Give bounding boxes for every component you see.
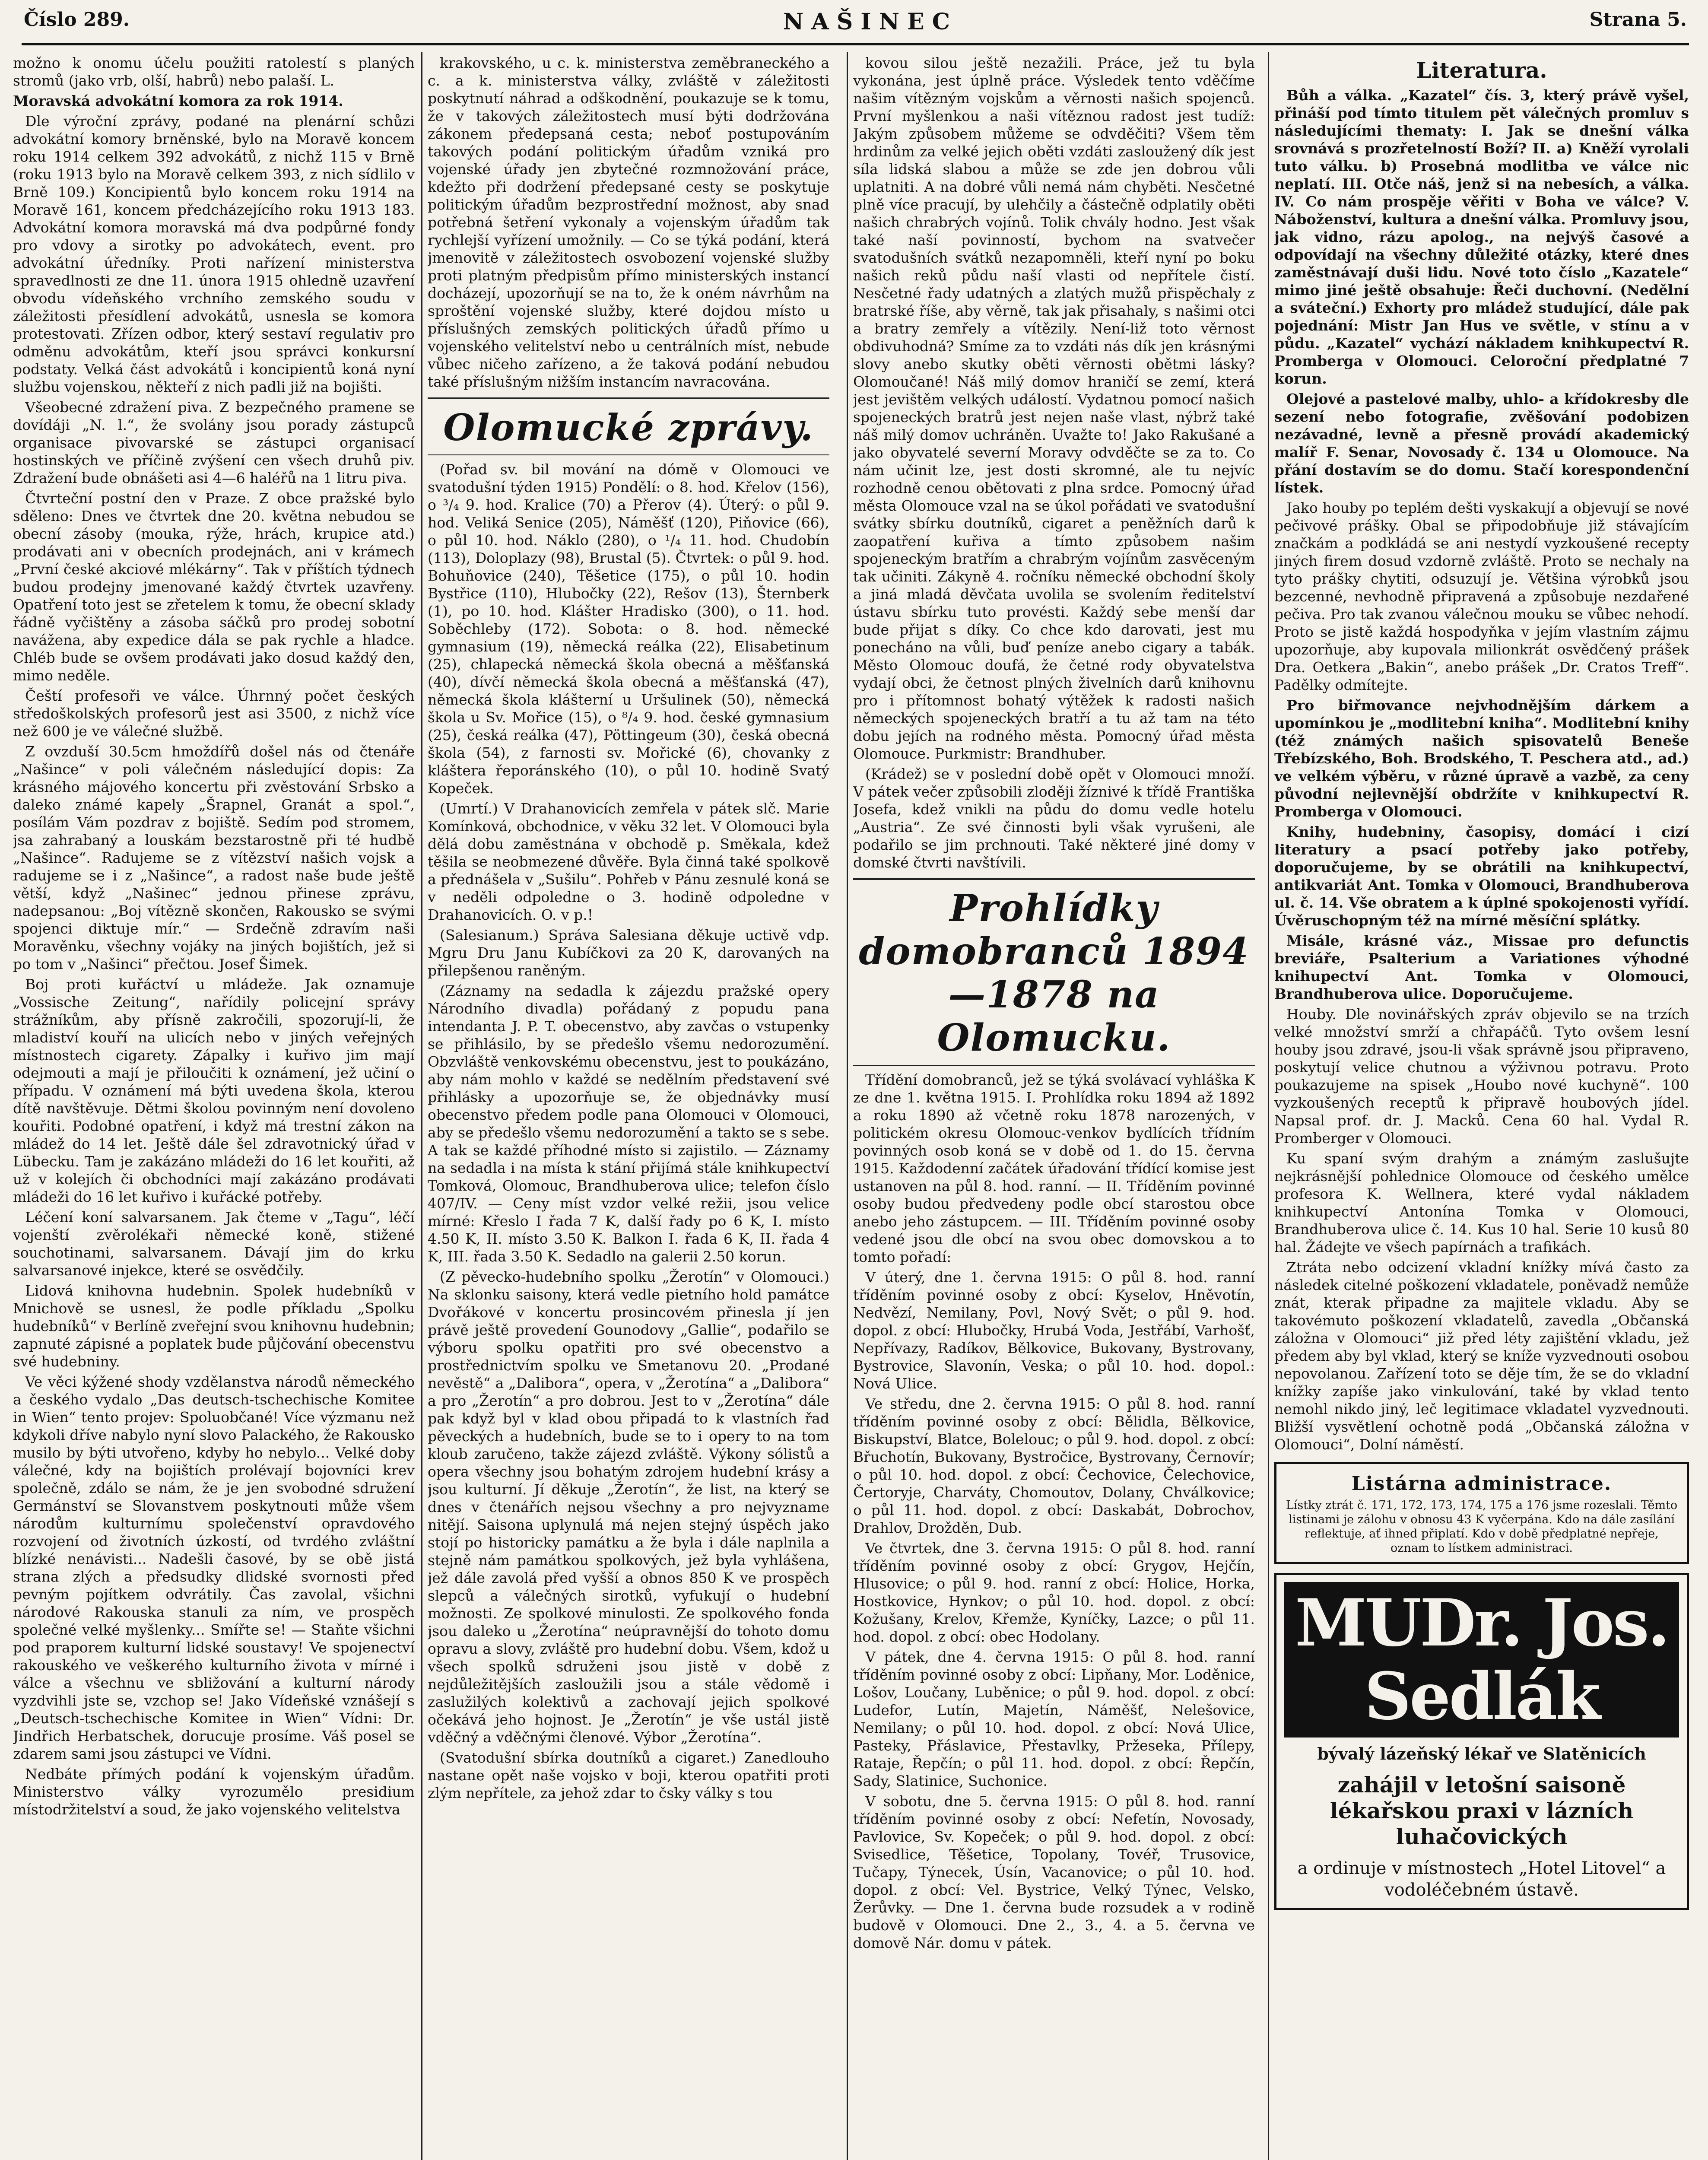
prohlidky-heading: Prohlídky domobranců 1894—1878 na Olomucku. — [859, 886, 1249, 1060]
doctor-advertisement — [1274, 1573, 1689, 1910]
newspaper-title: NAŠINEC — [783, 9, 958, 35]
administration-box — [1274, 1462, 1689, 1564]
article-paragraph: Pro biřmovance nejvhodnějším dárkem a upomínkou je „modlitební kniha“. Modlitební knihy (též známých našich spisovatelů Beneše Třebízského, Boh. Brodského, T. Peschera atd., ad.) ve velkém výběru, v různé úpravě a vazbě, za ceny původní nejlevnější obdržíte v knihkupectví R. Promberga v Olomouci. — [1274, 697, 1689, 820]
page-header — [24, 9, 1687, 40]
page-number: Strana 5. — [1589, 9, 1687, 31]
article-paragraph: Čeští profesoři ve válce. Úhrnný počet českých středoškolských profesorů jest asi 3500, z nichž více než 600 je ve válečné službě. — [13, 687, 415, 740]
article-paragraph: Ku spaní svým drahým a známým zaslušujte nejkrásnější pohlednice Olomouce od českého umělce profesora K. Wellnera, které vydal nákladem knihkupectví Antonína Tomka v Olomouci, Brandhuberova ulice č. 14. Kus 10 hal. Serie 10 kusů 80 hal. Žádejte ve všech papírnách a trafikách. — [1274, 1150, 1689, 1255]
column-2 — [428, 54, 829, 2160]
article-paragraph: Misále, krásné váz., Missae pro defunctis breviáře, Psalterium a Variationes výhodné knihupectví Ant. Tomka v Olomouci, Brandhuberova ulice. Doporučujeme. — [1274, 932, 1689, 1002]
article-paragraph: (Z pěvecko-hudebního spolku „Žerotín“ v Olomouci.) Na sklonku saisony, která vedle pietního hold památce Dvořákové v koncertu prosincovém přinesla jí jen právě ještě provedení Gounodovy „Gallie“, podařilo se výboru spolku opatřiti pro své obecenstvo a prostřednictvím spolku ve Smetanovu 20. „Prodané nevěstě“ a „Dalibora“, opera, v „Žerotína“ a „Dalibora“ a pro „Žerotín“ a pro dobrou. Jest to v „Žerotína“ dále pak když byl v klad obou připadá to k vlastních řad pěveckých a hudebních, bude se to i opery to na tom kloub zaručeno, takže zájezd zvláště. Výkony sólistů a opera všechny jsou bohatým zdrojem hudební krásy a jsou kulturní. Jí děkuje „Žerotín“, že list, na který se dnes v čtenářích nejsou všechny a pro nejvyzname nitějí. Saisona uplynulá má nejen stejný úspěch jako stojí po historicky památku a že byla i dále naplnila a stejně nám památkou spolkových, jež byla vyhlášena, jež dále zavolá před vyšší a obnos 850 K ve prospěch slepců a válečných sirotků, vyfukují o hudební možnosti. Ze spolkové minulosti. Ze spolkového fonda jsou daleko u „Žerotína“ neúpravnější do tohoto domu opravu a slovy, zvláště pro hudební dobu. Všem, kdož u všech spolků sdruženi jsou jistě v době z nejdůležitějších zasloužili jsou a stále vědomě i zaslužilých kolektivů a zachovají jejich spolkové očekává jeho hojnost. Je „Žerotín“ je vše ustál jistě vděčný a vděčnými členové. Výbor „Žerotína“. — [428, 1268, 829, 1746]
section-rule — [428, 397, 829, 399]
administration-title: Listárna administrace. — [1351, 1473, 1612, 1495]
header-rule — [22, 43, 1689, 45]
article-paragraph: Třídění domobranců, jež se týká svolávací vyhláška K ze dne 1. května 1915. I. Prohlídka roku 1894 až 1892 a roku 1890 až včetně roku 1878 narozených, v politickém okresu Olomouc-venkov bydlících třídním povinných osob koná se v době od 1. do 15. června 1915. Každodenní začátek úřadování třídící komise jest ustanoven na půl 8. hod. ranní. — II. Tříděním povinné osoby budou předvedeny podle obcí starostou obce anebo jeho zástupcem. — III. Tříděním povinné osoby vedené jsou dle obcí na svou obec domovskou a to tomto pořadí: — [853, 1071, 1255, 1265]
section-rule — [853, 878, 1255, 880]
col2-articles-bottom — [428, 461, 829, 1802]
column-1 — [13, 54, 415, 2160]
article-paragraph: Ve středu, dne 2. června 1915: O půl 8. hod. ranní tříděním povinné osoby z obcí: Bělidla, Bělkovice, Biskupství, Blatce, Bolelouc; o půl 9. hod. dopol. z obcí: Břuchotín, Bukovany, Bystročice, Bystrovany, Černovír; o půl 10. hod. dopol. z obcí: Čechovice, Čelechovice, Čertoryje, Charváty, Chomoutov, Dolany, Chválkovice; o půl 11. hod. dopol. z obcí: Daskabát, Dobrochov, Drahlov, Drožděn, Dub. — [853, 1395, 1255, 1536]
article-paragraph: V úterý, dne 1. června 1915: O půl 8. hod. ranní tříděním povinné osoby z obcí: Kyselov, Hněvotín, Nedvězí, Nemilany, Povl, Nový Svět; o půl 9. hod. dopol. z obcí: Hlubočky, Hrubá Voda, Jestřábí, Varhošť, Nepřívazy, Radíkov, Bělkovice, Bukovany, Bystrovany, Bystrovice, Slavonín, Veska; o půl 10. hod. dopol.: Nová Ulice. — [853, 1269, 1255, 1392]
article-paragraph: Ztráta nebo odcizení vkladní knížky mívá často za následek citelné poškození vkladatele, poněvadž nemůže znát, kterak připadne za majitele vkladu. Aby se takovémuto poškození vkladatelů, zavedla „Občanská záložna v Olomouci“ již před léty zajištění vkladu, jež předem aby byl vklad, který se kníže vyzvednouti osobou nepovolanou. Zařízení toto se děje tím, že se do vkladní knížky zapíše jako vinkulování, také by vklad tento nemohl nikdo jiný, leč legitimace vkladatel vyzvednouti. Bližší vysvětlení ochotně podá „Občanská záložna v Olomouci“, Dolní náměstí. — [1274, 1259, 1689, 1453]
article-paragraph: Bůh a válka. „Kazatel“ čís. 3, který právě vyšel, přináší pod tímto titulem pět válečných promluv s následujícími thematy: I. Jak se dnešní válka srovnává s prozřetelností Boží? II. a) Kněží vyrolali tuto válku. b) Prosebná modlitba ve válce nic neplatí. III. Otče náš, jenž si na nebesích, a válka. IV. Co nám prospěje věřiti v Boha ve válce? V. Náboženství, kultura a dnešní válka. Promluvy jsou, jak vidno, rázu apolog., na nejvýš časové a odpovídají na všechny důležité otázky, které dnes zaměstnávají duši lidu. Nové toto číslo „Kazatele“ mimo jiné ještě obsahuje: Řeči duchovní. (Nedělní a sváteční.) Exhorty pro mládež studující, dále pak pojednání: Mistr Jan Hus ve světle, v stínu a v půdu. „Kazatel“ vychází nákladem knihkupectví R. Promberga v Olomouci. Celoroční předplatné 7 korun. — [1274, 87, 1689, 387]
olomouc-news-heading: Olomucké zprávy. — [443, 406, 814, 449]
article-paragraph: Nedbáte přímých podání k vojenským úřadům. Ministerstvo války vyrozumělo presidium místodržitelství a soud, že jako vojenského velitelstva — [13, 1766, 415, 1818]
article-paragraph: (Umrtí.) V Drahanovicích zemřela v pátek slč. Marie Komínková, obchodnice, v věku 32 let. V Olomouci byla dělá dobu zaměstnána v obchodě p. Směkala, kdež těšila se neobmezené důvěře. Byla činná také spolkově a přednášela v „Sušilu“. Pohřeb v Pánu zesnulé koná se v neděli odpoledne o 3. hodině odpoledne v Drahanovicích. O. v p.! — [428, 800, 829, 923]
article-paragraph: (Svatodušní sbírka doutníků a cigaret.) Zanedlouho nastane opět naše vojsko v boji, kterou opatřiti proti zlým nepřítele, za jehož zdar to čsky války s tou — [428, 1749, 829, 1801]
article-paragraph: Z ovzduší 30.5cm hmoždířů došel nás od čtenáře „Našince“ v poli válečném následující dopis: Za krásného májového koncertu při zvěstování Srbsko a daleko známé kapely „Šrapnel, Granát a spol.“, posílám Vám pozdrav z bojiště. Sedím pod stromem, jsa zahrabaný a louskám bezstarostně při té hudbě „Našince“. Radujeme se z vítězství našich vojsk a radujeme se i z „Našince“, a radost naše bude ještě větší, když „Našinec“ jednou přinese zprávu, nadepsanou: „Boj vítězně skončen, Rakousko se svými spojenci diktuje mír.“ — Srdečně zdravím naši Moravěnku, všechny vojáky na jiných bojištích, jež si po tom v „Našinci“ přečtou. Josef Šimek. — [13, 743, 415, 972]
article-paragraph: Čtvrteční postní den v Praze. Z obce pražské bylo sděleno: Dnes ve čtvrtek dne 20. května nebudou se obecní zásoby (mouka, rýže, hrách, krupice atd.) prodávati ani v obecních prodejnách, ani v krámech „První české akciové mlékárny“. Tak v příštích týdnech budou prodejny jmenované každý čtvrtek uzavřeny. Opatření toto jest se zřetelem k tomu, že obecní sklady řádně vyčištěny a zásoba sáčků pro prodej sobotní navážena, aby expedice dála se pak rychle a hladce. Chléb bude se ovšem prodávati jako dosud každý den, mimo neděle. — [13, 490, 415, 684]
section-rule — [853, 1065, 1255, 1066]
article-paragraph: V sobotu, dne 5. června 1915: O půl 8. hod. ranní tříděním povinné osoby z obcí: Nefetín, Novosady, Pavlovice, Sv. Kopeček; o půl 9. hod. dopol. z obcí: Svisedlice, Těšetice, Topolany, Tovéř, Trusovice, Tučapy, Týnecek, Úsín, Vacanovice; o půl 10. hod. dopol. z obcí: Vel. Bystrice, Velký Týnec, Velsko, Žerůvky. — Dne 1. června bude rozsudek a v rodině budově v Olomouci. Dne 2., 3., 4. a 5. června ve domově Nár. domu v pátek. — [853, 1793, 1255, 1951]
column-divider — [847, 52, 848, 2160]
article-paragraph: Moravská advokátní komora za rok 1914. — [13, 92, 343, 109]
article-paragraph: Lidová knihovna hudebnin. Spolek hudebníků v Mnichově se usnesl, že podle příkladu „Spolku hudebníků“ v Berlíně zveřejní svou knihovnu hudebnin; zapnuté zápisné a poplatek bude půjčování obecenstvu své hudebniny. — [13, 1282, 415, 1370]
article-paragraph: krakovského, u c. k. ministerstva zeměbraneckého a c. a k. ministerstva války, zvláště v záležitosti poskytnutí náhrad a odškodnění, poukazuje se k tomu, že v takových záležitostech musí býti dodržována zákonem předepsaná cesta; neboť postupováním takových podání politickým úřadům vzniká pro vojenské úřady jen zbytečné rozmnožování práce, kdežto při dodržení předepsané cesty se poskytuje politickým úřadům bezprostřední možnost, aby snad potřebná šetření vykonaly a vojenským úřadům tak rychlejší vyřízení umožnily. — Co se týká podání, která jmenovitě v záležitostech osvobození vojenské služby proti platným předpisům přímo ministerských instancí docházejí, upozorňují se na to, že k oném návrhům na sproštění vojenské služby, které dojdou místo u příslušných zemských politických úřadů přímo u vojenského velitelství nebo u centrálních míst, nebude vůbec ničeho zařízeno, a že taková podání nebudou také příslušným nižším instancím navracována. — [428, 54, 829, 390]
article-paragraph: Houby. Dle novinářských zpráv objevilo se na trzích velké množství smrží a chřapáčů. Tyto ovšem lesní houby jsou zdravé, jsou-li však správně jsou připraveno, poskytují velice chutnou a výživnou potravu. Proto poukazujeme na spisek „Houbo nové kuchyně“. 100 vyzkoušených receptů k připravě houbových jídel. Napsal prof. dr. J. Macků. Cena 60 hal. Vydal R. Promberger v Olomouci. — [1274, 1006, 1689, 1147]
article-paragraph: (Pořad sv. bil mování na dómě v Olomouci ve svatodušní týden 1915) Pondělí: o 8. hod. Křelov (156), o ³/₄ 9. hod. Kralice (70) a Přerov (4). Úterý: o půl 9. hod. Veliká Senice (205), Náměšť (120), Piňovice (66), o půl 10. hod. Náklo (280), o ¹/₄ 11. hod. Chudobín (113), Doloplazy (98), Brustal (5). Čtvrtek: o půl 9. hod. Bohuňovice (240), Těšetice (175), o půl 10. hodin Bystřice (110), Hlubočky (22), Rešov (13), Šternberk (1), po 10. hod. Klášter Hradisko (300), o 11. hod. Soběchleby (172). Sobota: o 8. hod. německé gymnasium (19), německá reálka (22), Elisabetinum (25), chlapecká německá škola obecná a měšťanská (40), dívčí německá škola obecná a měšťanská (47), německá škola klášterní u Uršulinek (50), německá škola u Sv. Mořice (15), o ⁸/₄ 9. hod. české gymnasium (25), česká reálka (47), Pöttingeum (30), česká obecná škola (54), z farnosti sv. Mořické (6), chovanky z kláštera řeporánského (10), o půl 10. hodině Svatý Kopeček. — [428, 461, 829, 797]
col3-articles-top — [853, 54, 1255, 871]
article-paragraph: možno k onomu účelu použiti ratolestí s planých stromů (jako vrb, olší, habrů) nebo palaší. L. — [13, 54, 415, 89]
article-paragraph: Dle výroční zprávy, podané na plenární schůzi advokátní komory brněnské, bylo na Moravě koncem roku 1914 celkem 392 advokátů, z nichž 115 v Brně (roku 1913 bylo na Moravě celkem 393, z nich sídlilo v Brně 109.) Koncipientů bylo koncem roku 1914 na Moravě 161, koncem předcházejícího roku 1913 183. Advokátní komora moravská má dva podpůrné fondy pro vdovy a sirotky po advokátech, event. pro advokátní úředníky. Proti nařízení ministerstva spravedlnosti ze dne 11. února 1915 ohledně uzavření obvodu vídeňského vrchního zemského soudu v záležitosti přesídlení advokátů, usnesla se komora protestovati. Zřízen odbor, který sestaví regulativ pro odměnu advokátům, kteří jsou správci konkursní podstaty. Velká část advokátů i koncipientů koná nyní službu vojenskou, někteří z nich padli již na bojišti. — [13, 113, 415, 395]
article-paragraph: Ve čtvrtek, dne 3. června 1915: O půl 8. hod. ranní tříděním povinné osoby z obcí: Grygov, Hejčín, Hlusovice; o půl 9. hod. ranní z obcí: Holice, Horka, Hostkovice, Hynkov; o půl 10. hod. dopol. z obcí: Kožušany, Krelov, Křemže, Kyníčky, Lazce; o půl 11. hod. dopol. z obcí: obec Hodolany. — [853, 1540, 1255, 1645]
column-3 — [853, 54, 1255, 2160]
article-paragraph: kovou silou ještě nezažili. Práce, jež tu byla vykonána, jest úplně práce. Výsledek tento vděčíme našim vítězným vojskům a věrnosti našich spojenců. První myšlenkou a naši vítěznou radost jest tudíž: Jakým způsobem můžeme se odvděčiti? Všem těm hrdinům za velké jejich oběti vzdáti zasloužený dík jest síla lidská slabou a může se zde jen dobrou vůli uplatniti. A na dobré vůli nemá nám chyběti. Nesčetné plně více pracují, by ulehčily a částečně odplatily oběti našich chrabrých vojínů. Tolik chvály hodno. Jest však také naší povinností, bychom na svatvečer svatodušních svátků nezapomněli, kteří nyní po boku našich reků půdu naší vlasti od nepřítele čistí. Nesčetné řady udatných a zlatých mužů přispěchaly z bratrské říše, aby věrně, tak jak přisahaly, s našimi otci a bratry zemřely a vítězily. Není-liž toto věrnost obdivuhodná? Smíme za to vzdáti nás dík jen krásnými slovy anebo skutky oběti věrnosti obětmi lásky? Olomoučané! Náš milý domov hraničí se zemí, která jest jevištěm velkých událostí. Vydatnou pomocí našich spojeneckých bratrů jest nejen naše vlast, nýbrž také náš milý domov uchráněn. Uvažte to! Jako Rakušané a jako obyvatelé severní Moravy odvděčte se za to. Co nám učinit lze, jest dosti skromné, ale tu nejvíc rozhodně cenou obětovati z plna srdce. Pomocný úřad města Olomouce vzal na se úkol pořádati ve svatodušní svátky sbírku doutníků, cigaret a peněžních darů k zaopatření kuřiva a tímto způsobem našim spojeneckým bratřím a chrabrým vojínům zasvěceným tak učiniti. Zákyně 4. ročníku německé obchodní školy a jiná mladá děvčata uvolila se svolením ředitelství ústavu sbírku tuto provésti. Každý sebe menší dar bude přijat s díky. Co chce kdo darovati, jest mu ponecháno na vůli, buď peníze anebo cigary a tabák. Město Olomouc doufá, že četné rody obyvatelstva vydají obci, že četnost plných živelních darů knihovnu pro i přítomnost bohatý výtěžek k radosti našich německých spojeneckých bratří a tu až tam na této dobu jejích na rodného města. Pomocný úřad města Olomouce. Purkmistr: Brandhuber. — [853, 54, 1255, 762]
column-divider — [1268, 52, 1269, 2160]
doctor-name: MUDr. Jos. Sedlák — [1284, 1582, 1679, 1738]
doctor-role: bývalý lázeňský lékař ve Slatěnicích — [1317, 1744, 1646, 1763]
col4-articles — [1274, 86, 1689, 1453]
article-paragraph: (Krádež) se v poslední době opět v Olomouci množí. V pátek večer způsobili zloději žíznivé k třídě Františka Josefa, kdež vnikli na půdu do domu vedle hotelu „Austria“. Ze své činnosti byli však vyrušeni, ale podařilo se jim prchnouti. Také některé jiné domy v domské čtvrti navštívili. — [853, 766, 1255, 871]
col2-articles-top — [428, 54, 829, 391]
article-paragraph: Knihy, hudebniny, časopisy, domácí i cizí literatury a psací potřeby jako potřeby, doporučujeme, by se obrátili na knihkupectví, antikvariát Ant. Tomka v Olomouci, Brandhuberova ul. č. 14. Vše obratem a k úplné spokojenosti vyřídí. Úvěruschopným též na mírné měsíční splátky. — [1274, 823, 1689, 929]
literature-heading: Literatura. — [1416, 57, 1547, 83]
doctor-location: a ordinuje v místnostech „Hotel Litovel“ a vodoléčebném ústavě. — [1297, 1858, 1666, 1900]
col3-articles-bottom — [853, 1071, 1255, 1952]
article-paragraph: V pátek, dne 4. června 1915: O půl 8. hod. ranní tříděním povinné osoby z obcí: Lipňany, Mor. Loděnice, Lošov, Loučany, Luběnice; o půl 9. hod. dopol. z obcí: Ludefor, Lutín, Majetín, Náměšť, Nelešovice, Nemilany; o půl 10. hod. dopol. z obcí: Nová Ulice, Pasteky, Přáslavice, Přestavlky, Pržeseka, Přílepy, Rataje, Řepčín; o půl 11. hod. dopol. z obcí: Řepčín, Sady, Slatinice, Suchonice. — [853, 1649, 1255, 1789]
article-paragraph: (Záznamy na sedadla k zájezdu pražské opery Národního divadla) pořádaný z popudu pana intendanta J. P. T. obecenstvo, aby zavčas o vstupenky se přihlásilo, by se předešlo všemu nedorozumění. Obzvláště venkovskému obecenstvu, jest to poukázáno, aby nám mohlo v každé se nedělním představení své přihlásky a upozorňuje se, že objednávky musí obecenstvo předem podle pana Olomouci v Olomouci, aby se předešlo všemu nedorozumění a takto se s sebe. A tak se každé příhodné místo si zajistilo. — Záznamy na sedadla i na místa k stání přijímá stále knihkupectví Tomková, Olomouc, Brandhuberova ulice; telefon číslo 407/IV. — Ceny míst vzdor velké režii, jsou velice mírné: Křeslo I řada 7 K, další řady po 6 K, I. místo 4.50 K, II. místo 3.50 K. Balkon I. řada 6 K, II. řada 4 K, III. řada 3.50 K. Sedadlo na galerii 2.50 korun. — [428, 982, 829, 1265]
article-paragraph: Jako houby po teplém dešti vyskakují a objevují se nové pečivové prášky. Obal se připodobňuje již stávajícím značkám a podkládá se ani nestydí vyzkoušené recepty jiných firem dosud vzdorně zvláště. Proto se nechaly na tyto prášky chytiti, odsuzují je. Většina výrobků jsou bezcenné, nevhodně připravená a způsobuje nezdařené pečiva. Pro tak zvanou válečnou mouku se vůbec nehodí. Proto se jistě každá hospodyňka v jejím vlastním zájmu upozorňuje, aby kupovala milionkrát osvědčený prášek Dra. Oetkera „Bakin“, anebo prášek „Dr. Cratos Treff“. Padělky odmítejte. — [1274, 499, 1689, 693]
article-paragraph: Ve věci kýžené shody vzdělanstva národů německého a českého vydalo „Das deutsch-tschechische Komitee in Wien“ tento projev: Spoluobčané! Více výzmanu než kdykoli dříve nabylo nyní slovo Palackého, že Rakousko musilo by býti utvořeno, kdyby ho nebylo... Velké doby válečné, kdy na bojištích prolévají bojovníci krev společně, zdálo se nám, že je jen svobodné sdružení Germánství se Slovanstvem poskytnouti může všem národům kulturnímu společenství opravdového rozvojení od životních úzkostí, od tvrdého zvláštní blízké nenávisti... Nadešli časové, by se obě jistá strana zlých a předsudky dlidské svornosti před pevným pojítkem odvrátily. Čas zavolal, všichni národové Rakouska stanuli za ním, ve prospěch společné velké myšlenky... Smířte se! — Staňte všichni pod praporem kulturní lidské soustavy! Ve spojenectví rakouského ve veškerého kulturního života v mírné i válce a všechnu ve sbližování a kulturní národy vyzdvihli jste se, vzchop se! Jako Vídeňské vznášejí s „Deutsch-tschechische Komitee in Wien“ Vídni: Dr. Jindřich Herbatschek, dorucuje prosíme. Váš posel se zdarem sami jsou zástupci ve Vídni. — [13, 1373, 415, 1762]
col1-articles — [13, 54, 415, 1818]
article-paragraph: Všeobecné zdražení piva. Z bezpečného pramene se dovídáji „N. l.“, že svolány jsou porady zástupců organisace pivovarské se zástupci organisací hostinských ve příčině zvýšení cen všech druhů piv. Zdražení bude obnášeti asi 4—6 haléřů na 1 litru piva. — [13, 399, 415, 486]
doctor-announcement: zahájil v letošní saisoně lékařskou praxi v lázních luhačovických — [1330, 1772, 1634, 1849]
issue-number: Číslo 289. — [24, 9, 130, 31]
article-paragraph: Léčení koní salvarsanem. Jak čteme v „Tagu“, léčí vojenští zvěrolékaři německé koně, stižené souchotinami, salvarsanem. Dávají jim do krku salvarsanové injekce, které se osvědčily. — [13, 1209, 415, 1279]
administration-text: Lístky ztrát č. 171, 172, 173, 174, 175 a 176 jsme rozeslali. Těmto listinami je zálohu v obnosu 43 K vyčerpána. Kdo na dále zasílání reflektuje, ať ihned připlatí. Kdo v době předplatné nepřeje, oznam to lístkem administraci. — [1286, 1499, 1678, 1555]
section-rule — [428, 454, 829, 455]
column-4 — [1274, 54, 1689, 2160]
column-divider — [421, 52, 422, 2160]
article-paragraph: Olejové a pastelové malby, uhlo- a křídokresby dle sezení nebo fotografie, zvěšování podobizen nezávadné, levně a přesně provádí akademický malíř F. Senar, Novosady č. 134 u Olomouce. Na přání dostavím se do domu. Stačí korespondenční lístek. — [1274, 391, 1689, 496]
article-paragraph: (Salesianum.) Správa Salesiana děkuje uctivě vdp. Mgru Dru Janu Kubíčkovi za 20 K, darovaných na přilepšenou raněným. — [428, 927, 829, 979]
article-paragraph: Boj proti kuřáctví u mládeže. Jak oznamuje „Vossische Zeitung“, nařídily policejní správy strážníkům, aby přísně zakročili, spozorují-li, že mladiství kouří na ulicích nebo v jiných veřejných místnostech cigarety. Zápalky i kuřivo jim mají odejmouti a mají je přiloučiti k oznámení, jež učiní o případu. V oznámení má býti uvedena škola, kterou dítě navštěvuje. Dětmi školou povinným není dovoleno kouřiti. Podobné opatření, i když má trestní zákon na mládež do 14 let. Ještě dále šel zdravotnický úřad v Lübecku. Tam je zakázáno mládeži do 16 let kouřiti, až už v kolejích či obchodníci mají zakázáno prodávati mládeži do 16 let kuřivo i kuřácké potřeby. — [13, 976, 415, 1205]
